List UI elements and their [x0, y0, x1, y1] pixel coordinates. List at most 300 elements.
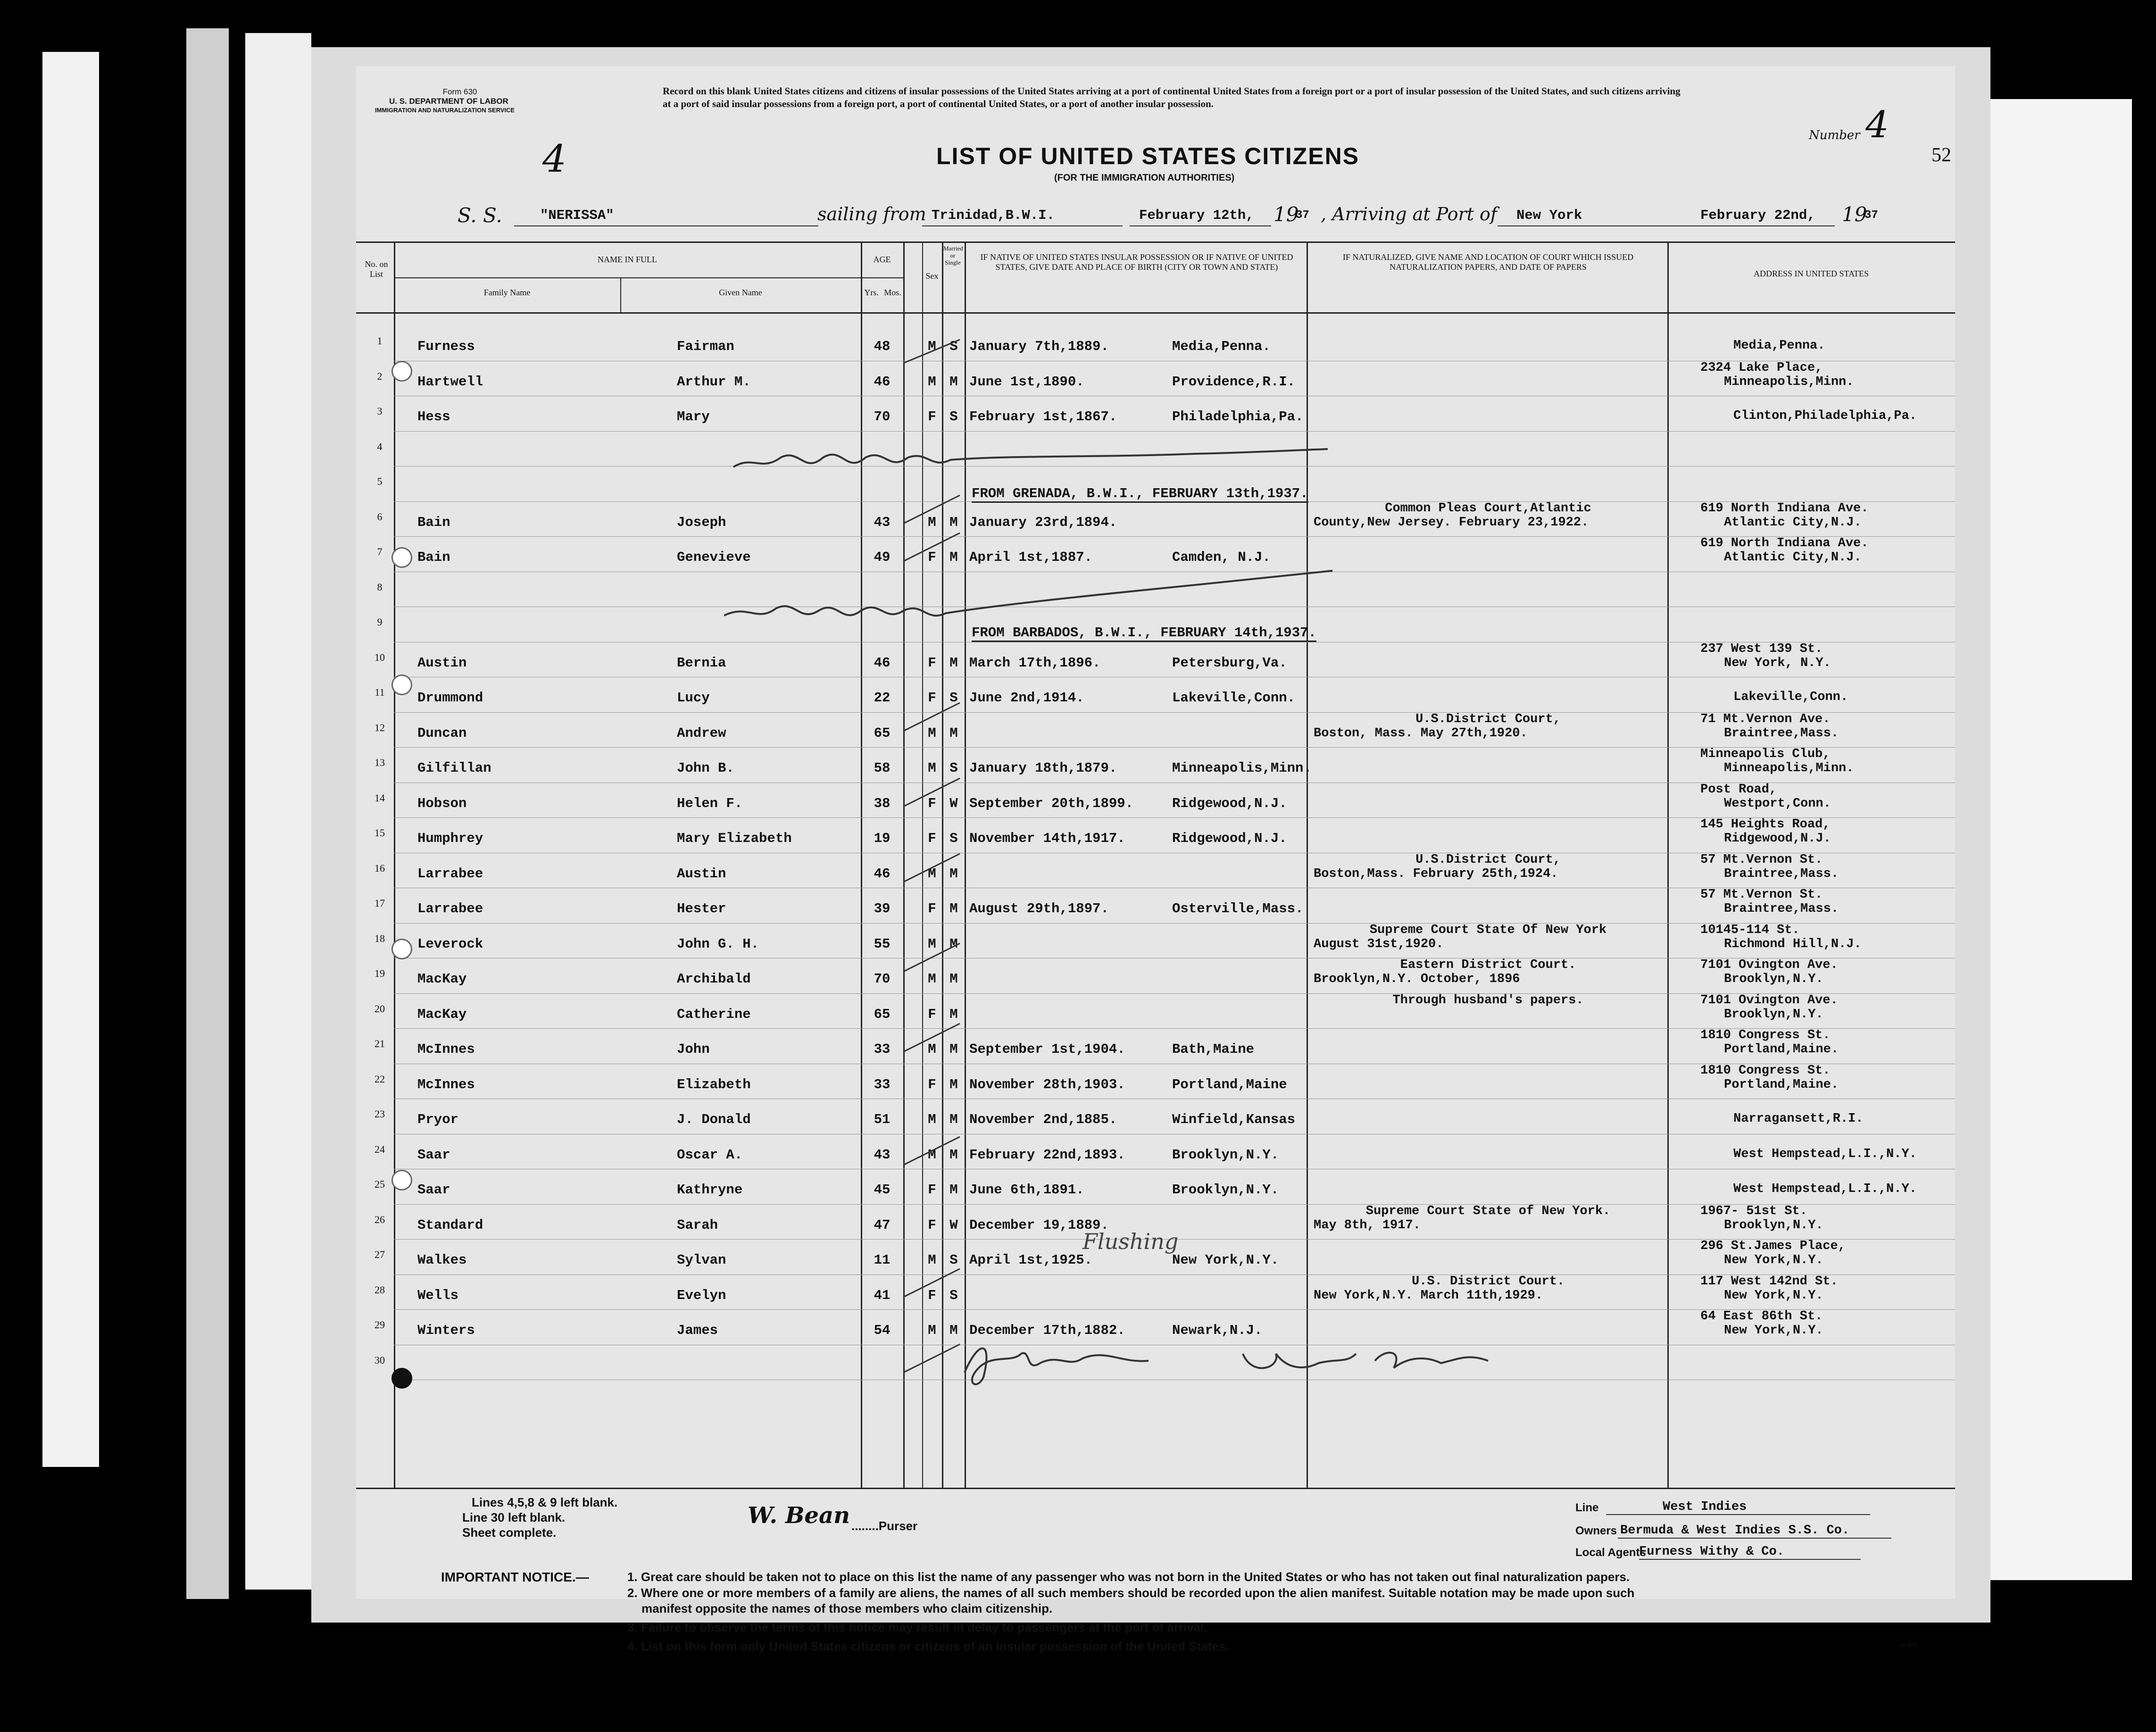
punch-hole	[391, 547, 412, 568]
family-name: Larrabee	[417, 901, 483, 916]
agents-label: Local Agents	[1575, 1546, 1646, 1559]
age: 70	[874, 971, 891, 987]
age: 39	[874, 901, 891, 916]
address-line-1: Lakeville,Conn.	[1733, 690, 1848, 704]
address-line-2: Minneapolis,Minn.	[1724, 375, 1854, 389]
birth-date: February 1st,1867.	[969, 409, 1117, 425]
address-line-1: 64 East 86th St.	[1700, 1309, 1823, 1324]
birth-place: Portland,Maine	[1172, 1076, 1287, 1092]
hdr-yrs: Yrs.	[864, 288, 879, 297]
address-line-2: Braintree,Mass.	[1724, 902, 1839, 916]
given-name: Catherine	[677, 1006, 751, 1022]
ship-name: "NERISSA"	[540, 208, 614, 223]
address-line-1: 1967- 51st St.	[1700, 1204, 1807, 1218]
age: 46	[874, 374, 891, 390]
marital-status: S	[949, 409, 958, 425]
address-line-1: Clinton,Philadelphia,Pa.	[1733, 409, 1917, 423]
family-name: Gilfillan	[417, 760, 491, 776]
family-name: Wells	[417, 1287, 459, 1303]
family-name: Humphrey	[417, 831, 483, 846]
punch-hole	[391, 674, 412, 695]
address-line-1: 1810 Congress St.	[1700, 1028, 1831, 1042]
section-grenada: FROM GRENADA, B.W.I., FEBRUARY 13th,1937.	[972, 486, 1308, 503]
birth-place: Minneapolis,Minn.	[1172, 760, 1312, 776]
address-line-1: 237 West 139 St.	[1700, 641, 1823, 656]
marital-status: S	[949, 339, 958, 354]
given-name: Austin	[677, 866, 726, 882]
birth-place: Winfield,Kansas	[1172, 1112, 1296, 1127]
given-name: James	[677, 1323, 718, 1338]
notice-item-3: 3. Failure to observe the terms of this notice may result in delay to passengers at the port of arrival.	[627, 1620, 1207, 1634]
age: 54	[874, 1323, 891, 1338]
sex: M	[928, 1041, 936, 1057]
naturalization-date: Boston,Mass. February 25th,1924.	[1314, 866, 1558, 881]
family-name: Hess	[417, 409, 450, 425]
family-name: Bain	[417, 550, 450, 565]
birth-date: November 2nd,1885.	[969, 1112, 1117, 1127]
notice-item-2a: 2. Where one or more members of a family are aliens, the names of all such members should be recorded upon the alien manifest. Suitable notation may be made upon such	[627, 1586, 1635, 1600]
manifest-form	[356, 66, 1955, 1653]
note-sheet-complete: Sheet complete.	[462, 1525, 557, 1540]
address-line-2: Minneapolis,Minn.	[1724, 761, 1854, 775]
family-name: Bain	[417, 514, 450, 530]
hdr-naturalized: IF NATURALIZED, GIVE NAME AND LOCATION OF COURT WHICH ISSUED NATURALIZATION PAPERS, AND DATE OF PAPERS	[1342, 252, 1634, 272]
age: 47	[874, 1217, 891, 1233]
hdr-family-name: Family Name	[483, 288, 531, 297]
age: 41	[874, 1287, 891, 1303]
marital-status: M	[949, 1182, 958, 1198]
handwritten-number: 4	[542, 137, 566, 181]
number-value: 4	[1865, 104, 1889, 146]
address-line-2: Braintree,Mass.	[1724, 866, 1839, 881]
given-name: J. Donald	[677, 1112, 751, 1127]
marital-status: W	[949, 795, 958, 811]
marital-status: S	[949, 690, 958, 706]
marital-status: M	[949, 374, 958, 390]
row-number: 1	[377, 335, 383, 347]
age: 46	[874, 866, 891, 882]
form-number: Form 630	[442, 87, 477, 96]
marital-status: M	[949, 1006, 958, 1022]
owners-label: Owners	[1575, 1524, 1617, 1537]
row-number: 24	[375, 1143, 385, 1155]
row-number: 14	[375, 791, 385, 804]
given-name: Helen F.	[677, 795, 743, 811]
age: 65	[874, 1006, 891, 1022]
sex: F	[928, 550, 936, 565]
note-line30: Line 30 left blank.	[462, 1510, 566, 1524]
sex: F	[928, 1006, 936, 1022]
notice-item-1: 1. Great care should be taken not to place on this list the name of any passenger who was not born in the United States or who has not taken out final naturalization papers.	[627, 1570, 1630, 1584]
birth-place: Bath,Maine	[1172, 1041, 1255, 1057]
family-name: Austin	[417, 655, 467, 671]
row-number: 29	[375, 1319, 385, 1331]
address-line-2: Brooklyn,N.Y.	[1724, 1218, 1823, 1232]
sex: F	[928, 655, 936, 671]
family-name: Furness	[417, 339, 475, 354]
age: 65	[874, 725, 891, 741]
given-name: Hester	[677, 901, 726, 916]
family-name: Standard	[417, 1217, 483, 1233]
arrival-year-prefix: 19	[1842, 203, 1867, 226]
section-barbados: FROM BARBADOS, B.W.I., FEBRUARY 14th,1937.	[972, 625, 1316, 642]
row-number: 10	[375, 651, 385, 663]
marital-status: M	[949, 1112, 958, 1127]
hdr-address: ADDRESS IN UNITED STATES	[1753, 269, 1869, 278]
address-line-2: Atlantic City,N.J.	[1724, 550, 1862, 565]
marital-status: S	[949, 760, 958, 776]
birth-place: Camden, N.J.	[1172, 550, 1271, 565]
address-line-1: 145 Heights Road,	[1700, 817, 1831, 832]
birth-place: Newark,N.J.	[1172, 1323, 1263, 1338]
family-name: Hobson	[417, 795, 467, 811]
row-number: 12	[375, 721, 385, 733]
age: 49	[874, 550, 891, 565]
birth-place: Brooklyn,N.Y.	[1172, 1147, 1279, 1163]
naturalization-date: August 31st,1920.	[1314, 937, 1444, 951]
naturalization-court: U.S.District Court,	[1415, 712, 1561, 726]
address-line-2: New York,N.Y.	[1724, 1253, 1823, 1267]
sailing-from: Trinidad,B.W.I.	[932, 208, 1055, 223]
marital-status: M	[949, 550, 958, 565]
address-line-2: New York, N.Y.	[1724, 656, 1831, 670]
punch-hole	[391, 1170, 412, 1191]
sail-date: February 12th,	[1139, 208, 1254, 223]
sex: M	[928, 339, 936, 354]
address-line-2: Richmond Hill,N.J.	[1724, 937, 1862, 951]
marital-status: M	[949, 971, 958, 987]
sex: F	[928, 409, 936, 425]
birth-date: December 17th,1882.	[969, 1323, 1125, 1338]
address-line-1: 7101 Ovington Ave.	[1700, 958, 1838, 972]
address-line-1: 57 Mt.Vernon St.	[1700, 888, 1823, 902]
arrival-year: 37	[1865, 209, 1878, 222]
marital-status: M	[949, 866, 958, 882]
row-number: 25	[375, 1178, 385, 1190]
birth-place: Petersburg,Va.	[1172, 655, 1287, 671]
birth-date: January 18th,1879.	[969, 760, 1117, 776]
row-number: 30	[375, 1354, 385, 1366]
birth-date: February 22nd,1893.	[969, 1147, 1125, 1163]
given-name: John G. H.	[677, 936, 759, 952]
footer-code: 14-408	[1898, 1641, 1918, 1649]
row-number: 11	[375, 686, 385, 698]
family-name: Larrabee	[417, 866, 483, 882]
address-line-1: 296 St.James Place,	[1700, 1239, 1846, 1253]
given-name: Mary	[677, 409, 710, 425]
birth-place: Media,Penna.	[1172, 339, 1271, 354]
address-line-2: Brooklyn,N.Y.	[1724, 972, 1823, 986]
birth-date: September 1st,1904.	[969, 1041, 1125, 1057]
address-line-2: Ridgewood,N.J.	[1724, 832, 1831, 846]
address-line-1: Minneapolis Club,	[1700, 747, 1831, 761]
given-name: Genevieve	[677, 550, 751, 565]
age: 43	[874, 1147, 891, 1163]
row-number: 18	[375, 932, 385, 944]
address-line-1: 619 North Indiana Ave.	[1700, 536, 1869, 550]
punch-hole	[391, 939, 412, 959]
marital-status: M	[949, 1076, 958, 1092]
address-line-2: Portland,Maine.	[1724, 1077, 1839, 1092]
naturalization-date: County,New Jersey. February 23,1922.	[1314, 515, 1589, 530]
address-line-2: Atlantic City,N.J.	[1724, 515, 1862, 530]
naturalization-court: Through husband's papers.	[1392, 993, 1584, 1008]
punch-hole	[391, 361, 412, 382]
owners-value: Bermuda & West Indies S.S. Co.	[1620, 1524, 1850, 1538]
family-name: Saar	[417, 1182, 450, 1198]
sex: M	[928, 725, 936, 741]
marital-status: W	[949, 1217, 958, 1233]
given-name: John	[677, 1041, 710, 1057]
birth-date: June 2nd,1914.	[969, 690, 1084, 706]
notice-item-2b: manifest opposite the names of those members who claim citizenship.	[641, 1601, 1053, 1615]
sex: F	[928, 1217, 936, 1233]
age: 55	[874, 936, 891, 952]
address-line-2: New York,N.Y.	[1724, 1288, 1823, 1303]
given-name: Fairman	[677, 339, 734, 354]
purser-signature: W. Bean	[748, 1502, 850, 1529]
age: 38	[874, 795, 891, 811]
birth-place: Ridgewood,N.J.	[1172, 795, 1287, 811]
row-number: 5	[377, 475, 383, 487]
given-name: Joseph	[677, 514, 726, 530]
address-line-2: Portland,Maine.	[1724, 1042, 1839, 1057]
sail-year-prefix: 19	[1274, 203, 1299, 226]
birth-place: Brooklyn,N.Y.	[1172, 1182, 1279, 1198]
address-line-1: 117 West 142nd St.	[1700, 1274, 1838, 1289]
age: 11	[874, 1252, 891, 1268]
given-name: Mary Elizabeth	[677, 831, 792, 846]
family-name: MacKay	[417, 1006, 467, 1022]
purser-label: ........Purser	[851, 1519, 918, 1533]
naturalization-date: May 8th, 1917.	[1314, 1218, 1421, 1232]
naturalization-court: U.S. District Court.	[1411, 1274, 1565, 1289]
naturalization-court: Eastern District Court.	[1400, 958, 1576, 972]
notice-item-4: 4. List on this form only United States citizens or citizens of an insular possession of the United States.	[627, 1639, 1229, 1653]
marital-status: M	[949, 936, 958, 952]
sex: F	[928, 795, 936, 811]
binder-edge	[186, 28, 229, 1599]
age: 58	[874, 760, 891, 776]
birth-place: Osterville,Mass.	[1172, 901, 1304, 916]
row-number: 7	[377, 546, 383, 558]
row-number: 23	[375, 1108, 385, 1120]
row-number: 8	[377, 581, 383, 593]
inspector-signature	[950, 1335, 1516, 1391]
service: IMMIGRATION AND NATURALIZATION SERVICE	[375, 107, 515, 114]
line-label: Line	[1575, 1501, 1599, 1514]
naturalization-court: Supreme Court State of New York.	[1365, 1204, 1611, 1218]
ss-label: S. S.	[458, 204, 502, 227]
marital-status: M	[949, 514, 958, 530]
sex: F	[928, 1182, 936, 1198]
row-number: 9	[377, 616, 383, 628]
page-number: 52	[1931, 144, 1951, 166]
given-name: Kathryne	[677, 1182, 743, 1198]
naturalization-date: Boston, Mass. May 27th,1920.	[1314, 726, 1528, 741]
birth-place: Philadelphia,Pa.	[1172, 409, 1304, 425]
birth-date: November 14th,1917.	[969, 831, 1125, 846]
hdr-given-name: Given Name	[719, 288, 762, 297]
sex: F	[928, 1287, 936, 1303]
address-line-2: Brooklyn,N.Y.	[1724, 1007, 1823, 1022]
sex: F	[928, 1076, 936, 1092]
age: 19	[874, 831, 891, 846]
birth-place: Lakeville,Conn.	[1172, 690, 1296, 706]
birth-date: December 19,1889.	[969, 1217, 1109, 1233]
age: 48	[874, 339, 891, 354]
sex: M	[928, 971, 936, 987]
notice-label: IMPORTANT NOTICE.—	[441, 1570, 589, 1584]
department: U. S. DEPARTMENT OF LABOR	[389, 97, 508, 106]
given-name: Andrew	[677, 725, 726, 741]
family-name: MacKay	[417, 971, 467, 987]
row-number: 16	[375, 862, 385, 874]
arrival-port: New York	[1516, 208, 1582, 223]
annotation-flushing: Flushing	[1082, 1229, 1179, 1254]
birth-date: November 28th,1903.	[969, 1076, 1125, 1092]
age: 51	[874, 1112, 891, 1127]
family-name: Leverock	[417, 936, 483, 952]
family-name: McInnes	[417, 1076, 475, 1092]
address-line-1: 57 Mt.Vernon St.	[1700, 852, 1823, 867]
marital-status: M	[949, 655, 958, 671]
hdr-name-in-full: NAME IN FULL	[598, 255, 657, 264]
marital-status: S	[949, 1287, 958, 1303]
naturalization-date: New York,N.Y. March 11th,1929.	[1314, 1288, 1543, 1303]
birth-date: April 1st,1887.	[969, 550, 1093, 565]
given-name: Elizabeth	[677, 1076, 751, 1092]
birth-date: April 1st,1925.	[969, 1252, 1093, 1268]
birth-place: Ridgewood,N.J.	[1172, 831, 1287, 846]
address-line-2: Westport,Conn.	[1724, 796, 1831, 811]
hdr-sex: Sex	[925, 271, 939, 281]
birth-place: Providence,R.I.	[1172, 374, 1296, 390]
header-divider	[356, 312, 1955, 314]
age: 22	[874, 690, 891, 706]
age: 70	[874, 409, 891, 425]
family-name: Walkes	[417, 1252, 467, 1268]
marital-status: M	[949, 1147, 958, 1163]
row-number: 15	[375, 827, 385, 839]
sex: F	[928, 690, 936, 706]
age: 43	[874, 514, 891, 530]
family-name: Hartwell	[417, 374, 483, 390]
row-number: 26	[375, 1213, 385, 1225]
marital-status: S	[949, 831, 958, 846]
birth-date: March 17th,1896.	[969, 655, 1101, 671]
given-name: John B.	[677, 760, 734, 776]
row-number: 4	[377, 440, 383, 452]
given-name: Bernia	[677, 655, 726, 671]
given-name: Evelyn	[677, 1287, 726, 1303]
marital-status: M	[949, 1323, 958, 1338]
row-number: 17	[375, 897, 385, 909]
row-number: 2	[377, 370, 383, 382]
sex: M	[928, 1112, 936, 1127]
page-subtitle: (FOR THE IMMIGRATION AUTHORITIES)	[1054, 173, 1235, 183]
family-name: Saar	[417, 1147, 450, 1163]
instruction-text: Record on this blank United States citizens and citizens of insular possessions of the United States arriving at a port of continental United States from a foreign port or a port of insular possession of the United States, and such citizens arriving at a port of said insular possessions from a foreign port, a port of continental United States, or a port of another insular possession.	[663, 85, 1681, 110]
address-line-1: 7101 Ovington Ave.	[1700, 993, 1838, 1008]
marital-status: M	[949, 901, 958, 916]
family-name: Drummond	[417, 690, 483, 706]
birth-date: September 20th,1899.	[969, 795, 1134, 811]
line-value: West Indies	[1663, 1500, 1747, 1514]
address-line-1: Post Road,	[1700, 782, 1777, 797]
family-name: Pryor	[417, 1112, 459, 1127]
row-number: 3	[377, 405, 383, 417]
naturalization-court: Common Pleas Court,Atlantic	[1385, 501, 1591, 516]
hdr-birth: IF NATIVE OF UNITED STATES INSULAR POSSESSION OR IF NATIVE OF UNITED STATES, GIVE DATE AND PLACE OF BIRTH (CITY OR TOWN AND STATE)	[980, 252, 1293, 272]
given-name: Lucy	[677, 690, 710, 706]
address-line-2: New York,N.Y.	[1724, 1324, 1823, 1338]
naturalization-court: Supreme Court State Of New York	[1369, 923, 1607, 937]
marital-status: M	[949, 725, 958, 741]
note-blank-lines: Lines 4,5,8 & 9 left blank.	[472, 1495, 618, 1509]
row-number: 22	[375, 1073, 385, 1085]
family-name: Winters	[417, 1323, 475, 1338]
birth-date: August 29th,1897.	[969, 901, 1109, 916]
birth-place: New York,N.Y.	[1172, 1252, 1279, 1268]
birth-date: January 7th,1889.	[969, 339, 1109, 354]
sex: M	[928, 936, 936, 952]
sex: M	[928, 1252, 936, 1268]
page-title: LIST OF UNITED STATES CITIZENS	[936, 143, 1360, 169]
address-line-1: Media,Penna.	[1733, 339, 1825, 353]
birth-date: January 23rd,1894.	[969, 514, 1117, 530]
naturalization-date: Brooklyn,N.Y. October, 1896	[1314, 972, 1520, 986]
page-edge-mid	[245, 33, 311, 1590]
age: 45	[874, 1182, 891, 1198]
sail-year: 37	[1296, 209, 1309, 222]
cancellation-marks	[724, 429, 1337, 674]
age: 46	[874, 655, 891, 671]
sex: M	[928, 1323, 936, 1338]
birth-date: June 1st,1890.	[969, 374, 1084, 390]
sex: F	[928, 901, 936, 916]
sex: M	[928, 374, 936, 390]
sex: M	[928, 514, 936, 530]
hdr-no-on-list: No. on List	[365, 259, 388, 279]
row-number: 6	[377, 510, 383, 523]
address-line-1: 1810 Congress St.	[1700, 1063, 1831, 1078]
row-number: 28	[375, 1283, 385, 1296]
hdr-married-single: Married or Single	[943, 245, 963, 266]
sex: F	[928, 831, 936, 846]
row-number: 20	[375, 1002, 385, 1015]
number-label: Number	[1809, 128, 1860, 142]
address-line-1: West Hempstead,L.I.,N.Y.	[1733, 1147, 1917, 1161]
address-line-1: 2324 Lake Place,	[1700, 360, 1823, 375]
hdr-mos: Mos.	[884, 288, 901, 297]
row-number: 21	[375, 1038, 385, 1049]
sex: M	[928, 866, 936, 882]
address-line-1: 71 Mt.Vernon Ave.	[1700, 712, 1831, 726]
age: 33	[874, 1076, 891, 1092]
sex: M	[928, 760, 936, 776]
row-number: 13	[375, 757, 385, 768]
address-line-1: 619 North Indiana Ave.	[1700, 501, 1869, 516]
family-name: Duncan	[417, 725, 467, 741]
given-name: Sylvan	[677, 1252, 726, 1268]
naturalization-court: U.S.District Court,	[1415, 852, 1561, 867]
marital-status: S	[949, 1252, 958, 1268]
given-name: Arthur M.	[677, 374, 751, 390]
given-name: Sarah	[677, 1217, 718, 1233]
sex: M	[928, 1147, 936, 1163]
address-line-1: West Hempstead,L.I.,N.Y.	[1733, 1182, 1917, 1196]
